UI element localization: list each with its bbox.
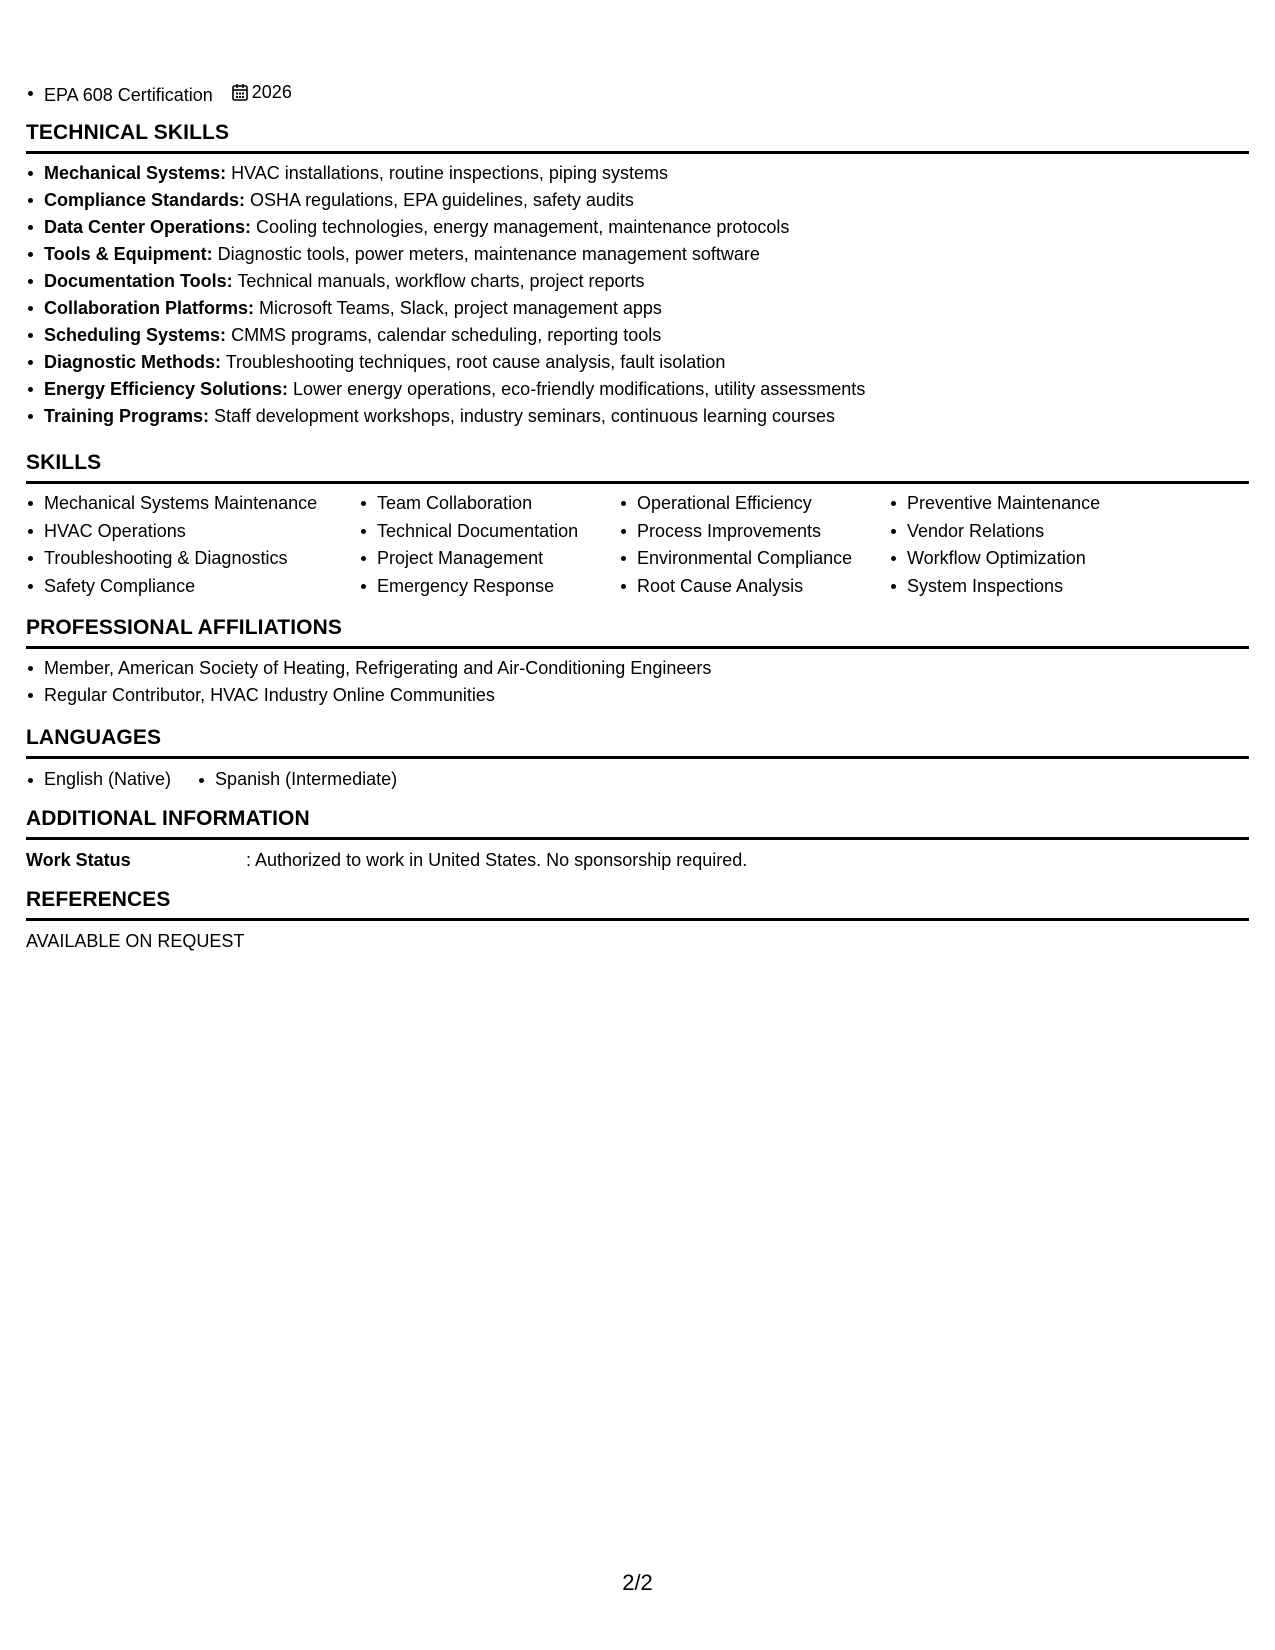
technical-skill-label: Compliance Standards: <box>44 190 246 210</box>
skill-item: Safety Compliance <box>26 573 359 601</box>
languages-section <box>26 725 1249 791</box>
skills-section <box>26 450 1249 600</box>
work-status-row <box>26 848 1249 872</box>
technical-skills-heading: TECHNICAL SKILLS <box>26 120 1249 154</box>
technical-skill-text: Diagnostic tools, power meters, maintenance management software <box>212 244 760 264</box>
skill-item: Project Management <box>359 545 619 573</box>
technical-skill-label: Documentation Tools: <box>44 271 233 291</box>
technical-skill-label: Data Center Operations: <box>44 217 252 237</box>
technical-skill-text: Staff development workshops, industry seminars, continuous learning courses <box>209 406 836 426</box>
skill-item: Emergency Response <box>359 573 619 601</box>
technical-skill-label: Tools & Equipment: <box>44 244 213 264</box>
skill-item: System Inspections <box>889 573 1149 601</box>
additional-info-heading: ADDITIONAL INFORMATION <box>26 806 1249 840</box>
skills-column <box>889 490 1149 600</box>
technical-skill-item <box>26 322 1249 349</box>
skill-item: Workflow Optimization <box>889 545 1149 573</box>
skill-item: HVAC Operations <box>26 518 359 546</box>
certification-date <box>232 80 292 104</box>
technical-skill-item <box>26 403 1249 430</box>
calendar-icon <box>232 83 248 101</box>
technical-skills-list <box>26 160 1249 430</box>
skill-item: Vendor Relations <box>889 518 1149 546</box>
technical-skills-section <box>26 120 1249 430</box>
technical-skill-label: Scheduling Systems: <box>44 325 227 345</box>
references-text: AVAILABLE ON REQUEST <box>26 931 245 951</box>
technical-skill-text: Cooling technologies, energy management, maintenance protocols <box>251 217 790 237</box>
skills-column <box>619 490 889 600</box>
certification-item <box>26 80 292 107</box>
languages-heading: LANGUAGES <box>26 725 1249 759</box>
skills-column <box>359 490 619 600</box>
skill-item: Technical Documentation <box>359 518 619 546</box>
affiliation-item: Member, American Society of Heating, Refrigerating and Air-Conditioning Engineers <box>26 655 1249 682</box>
technical-skill-item <box>26 241 1249 268</box>
skill-item: Preventive Maintenance <box>889 490 1149 518</box>
technical-skill-text: HVAC installations, routine inspections, piping systems <box>226 163 668 183</box>
technical-skill-item <box>26 187 1249 214</box>
work-status-label: Work Status <box>26 850 131 870</box>
skill-item: Team Collaboration <box>359 490 619 518</box>
technical-skill-text: CMMS programs, calendar scheduling, reporting tools <box>226 325 662 345</box>
affiliations-heading: PROFESSIONAL AFFILIATIONS <box>26 615 1249 649</box>
affiliation-item: Regular Contributor, HVAC Industry Online Communities <box>26 682 1249 709</box>
skill-item: Environmental Compliance <box>619 545 889 573</box>
work-status-value: : Authorized to work in United States. No sponsorship required. <box>246 850 748 870</box>
technical-skill-label: Training Programs: <box>44 406 210 426</box>
additional-info-section <box>26 806 1249 872</box>
affiliations-list <box>26 655 1249 709</box>
technical-skill-text: Microsoft Teams, Slack, project management apps <box>254 298 662 318</box>
language-item: Spanish (Intermediate) <box>197 767 397 791</box>
certification-year: 2026 <box>251 82 292 102</box>
technical-skill-label: Mechanical Systems: <box>44 163 227 183</box>
technical-skill-label: Energy Efficiency Solutions: <box>44 379 289 399</box>
skills-heading: SKILLS <box>26 450 1249 484</box>
technical-skill-item <box>26 349 1249 376</box>
skills-column <box>26 490 359 600</box>
skill-item: Mechanical Systems Maintenance <box>26 490 359 518</box>
technical-skill-label: Collaboration Platforms: <box>44 298 255 318</box>
certification-list <box>26 80 292 107</box>
page-number: 2/2 <box>622 1570 653 1595</box>
technical-skill-item <box>26 214 1249 241</box>
technical-skill-label: Diagnostic Methods: <box>44 352 222 372</box>
technical-skill-text: Troubleshooting techniques, root cause analysis, fault isolation <box>221 352 726 372</box>
technical-skill-text: OSHA regulations, EPA guidelines, safety audits <box>245 190 634 210</box>
technical-skill-item <box>26 160 1249 187</box>
certification-name: EPA 608 Certification <box>44 85 213 105</box>
technical-skill-item <box>26 295 1249 322</box>
technical-skill-text: Lower energy operations, eco-friendly modifications, utility assessments <box>288 379 866 399</box>
references-heading: REFERENCES <box>26 887 1249 921</box>
skill-item: Operational Efficiency <box>619 490 889 518</box>
language-item: English (Native) <box>26 767 171 791</box>
skill-item: Process Improvements <box>619 518 889 546</box>
affiliations-section <box>26 615 1249 709</box>
skill-item: Troubleshooting & Diagnostics <box>26 545 359 573</box>
technical-skill-text: Technical manuals, workflow charts, project reports <box>232 271 645 291</box>
technical-skill-item <box>26 376 1249 403</box>
skill-item: Root Cause Analysis <box>619 573 889 601</box>
technical-skill-item <box>26 268 1249 295</box>
references-section <box>26 887 1249 953</box>
skills-grid <box>26 490 1249 600</box>
languages-list <box>26 767 1249 791</box>
